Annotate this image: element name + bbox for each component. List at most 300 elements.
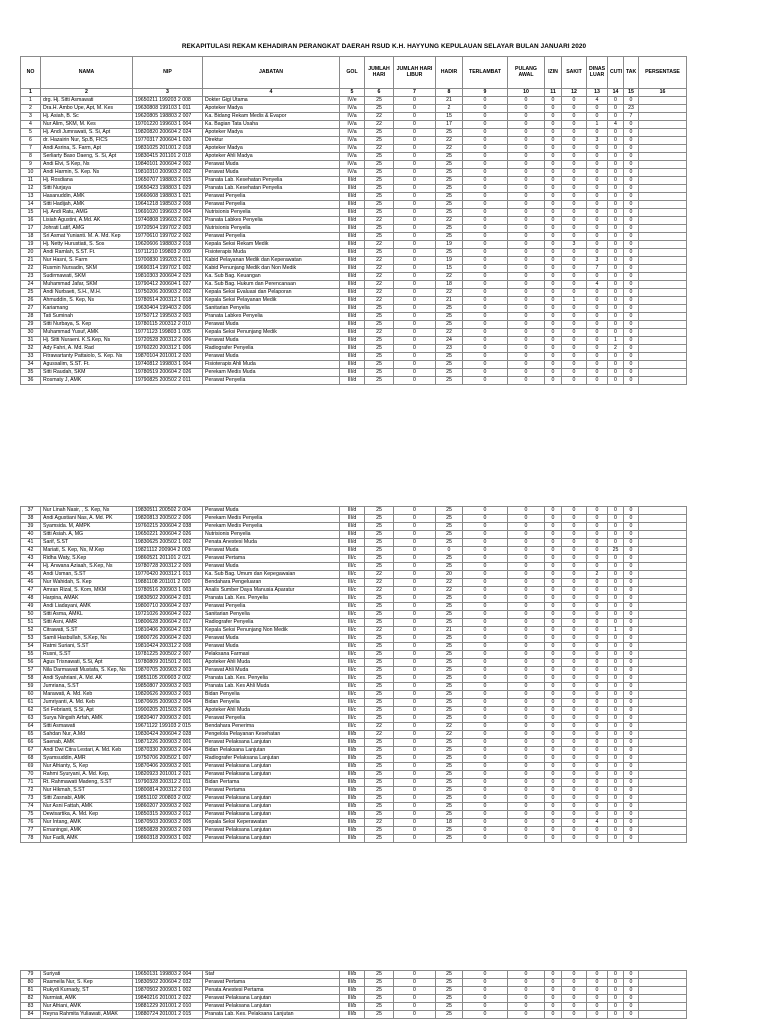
table-cell: 0 xyxy=(545,611,562,619)
table-cell: 0 xyxy=(545,987,562,995)
table-cell: 0 xyxy=(394,361,436,369)
table-cell: 25 xyxy=(436,507,463,515)
table-cell: 25 xyxy=(436,683,463,691)
table-cell: Hj. Rosdiana xyxy=(41,177,133,185)
table-cell: 0 xyxy=(587,707,608,715)
table-row xyxy=(21,1003,687,1011)
table-cell: 25 xyxy=(436,827,463,835)
table-cell: 0 xyxy=(394,105,436,113)
table-cell: 0 xyxy=(463,217,508,225)
table-row xyxy=(21,121,687,129)
table-row xyxy=(21,225,687,233)
table-cell: 25 xyxy=(365,201,394,209)
table-cell: 15 xyxy=(436,265,463,273)
table-cell: 25 xyxy=(365,547,394,555)
table-cell: Reyna Rahmita Yuliawati, AMAK xyxy=(41,1011,133,1019)
table-cell: 0 xyxy=(545,779,562,787)
table-cell: 0 xyxy=(624,571,639,579)
table-cell: 0 xyxy=(508,177,545,185)
table-row xyxy=(21,97,687,105)
table-cell: III/d xyxy=(340,321,365,329)
table-cell: 0 xyxy=(463,827,508,835)
table-cell: 0 xyxy=(545,603,562,611)
table-cell: 0 xyxy=(463,675,508,683)
table-cell: 0 xyxy=(545,731,562,739)
table-cell: 0 xyxy=(562,755,587,763)
table-cell: 0 xyxy=(587,345,608,353)
table-cell: 0 xyxy=(463,249,508,257)
table-cell: IV/a xyxy=(340,113,365,121)
table-cell: 0 xyxy=(394,185,436,193)
table-row xyxy=(21,819,687,827)
table-cell: 0 xyxy=(545,971,562,979)
table-cell: 0 xyxy=(545,257,562,265)
table-cell: 0 xyxy=(508,321,545,329)
table-cell: 0 xyxy=(587,105,608,113)
table-cell: 22 xyxy=(365,121,394,129)
table-cell: III/d xyxy=(340,225,365,233)
table-cell xyxy=(639,827,687,835)
table-cell: 0 xyxy=(394,177,436,185)
table-cell: 0 xyxy=(508,257,545,265)
table-cell: 81 xyxy=(21,987,41,995)
table-cell xyxy=(639,795,687,803)
table-cell: 4 xyxy=(608,121,624,129)
table-cell: 0 xyxy=(608,201,624,209)
table-cell: 0 xyxy=(587,225,608,233)
table-cell: 0 xyxy=(587,313,608,321)
table-cell: 0 xyxy=(545,523,562,531)
table-cell: 25 xyxy=(365,233,394,241)
table-cell: 0 xyxy=(608,129,624,137)
table-cell: III/d xyxy=(340,193,365,201)
table-cell: 0 xyxy=(463,1011,508,1019)
table-cell: 0 xyxy=(394,129,436,137)
table-cell: 25 xyxy=(436,595,463,603)
table-cell: 0 xyxy=(508,369,545,377)
table-cell xyxy=(639,835,687,843)
table-cell xyxy=(639,531,687,539)
table-cell: 42 xyxy=(21,547,41,555)
table-cell: 0 xyxy=(624,337,639,345)
table-cell: 0 xyxy=(587,811,608,819)
table-cell: 0 xyxy=(545,771,562,779)
table-cell: Fisioterapis Muda xyxy=(203,249,340,257)
table-cell: 0 xyxy=(624,369,639,377)
table-cell: 1 xyxy=(587,121,608,129)
table-cell: 22 xyxy=(365,731,394,739)
table-cell: 0 xyxy=(608,257,624,265)
table-cell: Surya Ningsih Arfah, AMK xyxy=(41,715,133,723)
table-cell xyxy=(639,265,687,273)
table-cell: 0 xyxy=(624,161,639,169)
table-cell: 0 xyxy=(562,1003,587,1011)
table-cell: Nur Alim, SKM, M. Kes xyxy=(41,121,133,129)
table-cell: 0 xyxy=(624,803,639,811)
table-cell: Perawat Pelaksana Lanjutan xyxy=(203,771,340,779)
table-cell: III/d xyxy=(340,369,365,377)
table-cell: III/b xyxy=(340,995,365,1003)
table-cell: 54 xyxy=(21,643,41,651)
table-cell: 25 xyxy=(365,305,394,313)
table-cell: Rukydi Kurnady, ST xyxy=(41,987,133,995)
table-cell: 40 xyxy=(21,531,41,539)
table-cell: 0 xyxy=(394,571,436,579)
table-cell xyxy=(639,539,687,547)
table-cell: 0 xyxy=(394,209,436,217)
table-cell: Perawat Pertama xyxy=(203,787,340,795)
table-row xyxy=(21,803,687,811)
table-cell: III/b xyxy=(340,1011,365,1019)
table-cell: 0 xyxy=(508,1003,545,1011)
table-row xyxy=(21,217,687,225)
column-number: 13 xyxy=(587,89,608,97)
table-cell: 0 xyxy=(463,201,508,209)
table-row xyxy=(21,265,687,273)
table-cell: 0 xyxy=(562,177,587,185)
table-row xyxy=(21,667,687,675)
table-cell: 0 xyxy=(587,297,608,305)
table-cell: 25 xyxy=(365,835,394,843)
table-cell: 0 xyxy=(587,723,608,731)
table-cell: 0 xyxy=(545,755,562,763)
table-row xyxy=(21,795,687,803)
table-cell: 0 xyxy=(463,1003,508,1011)
table-cell: Kepala Seksi Evaluasi dan Pelaporan xyxy=(203,289,340,297)
table-cell: 19830415 201101 2 018 xyxy=(133,153,203,161)
table-cell: 14 xyxy=(21,201,41,209)
table-cell: 0 xyxy=(587,755,608,763)
table-cell: 0 xyxy=(463,153,508,161)
table-row xyxy=(21,515,687,523)
table-cell xyxy=(639,683,687,691)
table-cell: 0 xyxy=(608,185,624,193)
table-cell: 21 xyxy=(436,97,463,105)
table-cell: 0 xyxy=(394,369,436,377)
table-cell: 0 xyxy=(394,555,436,563)
table-cell: 0 xyxy=(587,539,608,547)
table-cell: 0 xyxy=(608,265,624,273)
table-cell: 21 xyxy=(436,297,463,305)
table-cell: 0 xyxy=(562,321,587,329)
table-cell: 22 xyxy=(436,731,463,739)
table-row xyxy=(21,241,687,249)
table-cell: 1 xyxy=(562,297,587,305)
table-cell: 0 xyxy=(394,587,436,595)
table-cell: 0 xyxy=(463,611,508,619)
table-cell: Kepala Seksi Penunjang Non Medik xyxy=(203,627,340,635)
table-cell: 25 xyxy=(436,739,463,747)
table-cell xyxy=(639,353,687,361)
table-cell: 0 xyxy=(608,361,624,369)
table-cell: 0 xyxy=(587,305,608,313)
table-cell: 16 xyxy=(21,217,41,225)
table-cell: 0 xyxy=(608,273,624,281)
table-cell: Ka. Sub Bag. Keuangan xyxy=(203,273,340,281)
table-cell: III/b xyxy=(340,835,365,843)
table-cell: 0 xyxy=(508,779,545,787)
table-cell: 0 xyxy=(508,739,545,747)
table-cell: Pengelola Pelayanan Kesehatan xyxy=(203,731,340,739)
table-cell: 0 xyxy=(587,611,608,619)
table-cell xyxy=(639,201,687,209)
table-cell: 25 xyxy=(436,129,463,137)
table-cell: Ratmi Suriani, S.ST xyxy=(41,643,133,651)
table-cell: 25 xyxy=(436,667,463,675)
table-row xyxy=(21,531,687,539)
table-cell: 0 xyxy=(394,811,436,819)
table-cell: III/c xyxy=(340,571,365,579)
table-cell: 72 xyxy=(21,787,41,795)
table-cell: 0 xyxy=(508,811,545,819)
table-cell: 0 xyxy=(545,531,562,539)
table-cell: 19840216 201001 2 022 xyxy=(133,995,203,1003)
table-cell: 0 xyxy=(624,827,639,835)
table-row xyxy=(21,233,687,241)
column-header: HADIR xyxy=(436,57,463,89)
table-cell: 0 xyxy=(545,233,562,241)
table-cell: 0 xyxy=(508,507,545,515)
table-row xyxy=(21,691,687,699)
table-cell: 0 xyxy=(562,987,587,995)
table-cell: 2 xyxy=(436,105,463,113)
table-cell: 0 xyxy=(608,539,624,547)
table-cell: 25 xyxy=(436,763,463,771)
table-cell: III/c xyxy=(340,587,365,595)
table-cell: 25 xyxy=(365,313,394,321)
table-cell: 19780728 200312 2 009 xyxy=(133,563,203,571)
table-cell: 0 xyxy=(624,539,639,547)
table-cell: 0 xyxy=(624,603,639,611)
table-cell: Direktur xyxy=(203,137,340,145)
table-cell: 0 xyxy=(624,531,639,539)
table-cell: III/b xyxy=(340,971,365,979)
table-cell: 25 xyxy=(365,209,394,217)
table-cell: 0 xyxy=(562,1011,587,1019)
table-cell: 0 xyxy=(608,297,624,305)
table-cell: 0 xyxy=(624,209,639,217)
table-cell: 0 xyxy=(508,571,545,579)
table-cell xyxy=(639,771,687,779)
table-cell: Syamsuddin, AMR xyxy=(41,755,133,763)
table-cell: 0 xyxy=(608,217,624,225)
table-cell: 19870330 200903 2 004 xyxy=(133,747,203,755)
table-cell: 0 xyxy=(508,835,545,843)
column-number: 12 xyxy=(562,89,587,97)
table-cell: 0 xyxy=(624,1011,639,1019)
table-cell: 0 xyxy=(508,795,545,803)
table-cell: III/d xyxy=(340,185,365,193)
table-cell: III/d xyxy=(340,217,365,225)
table-cell: 0 xyxy=(545,1003,562,1011)
table-cell: 0 xyxy=(608,835,624,843)
table-cell: 68 xyxy=(21,755,41,763)
column-number: 5 xyxy=(340,89,365,97)
table-cell: 0 xyxy=(562,747,587,755)
table-cell: Jumriyanti, A. Md. Keb xyxy=(41,699,133,707)
table-cell: 19770610 199702 2 002 xyxy=(133,233,203,241)
table-row xyxy=(21,153,687,161)
table-cell: 19740812 199803 1 004 xyxy=(133,361,203,369)
table-cell: 25 xyxy=(365,667,394,675)
table-cell: 22 xyxy=(365,819,394,827)
table-cell: 25 xyxy=(436,707,463,715)
table-cell: 0 xyxy=(608,803,624,811)
table-cell: 0 xyxy=(587,619,608,627)
table-cell: 25 xyxy=(21,289,41,297)
table-cell: Pranata Lab. Kes. Penyelia xyxy=(203,675,340,683)
table-cell: 0 xyxy=(394,707,436,715)
table-cell: 0 xyxy=(394,827,436,835)
table-cell: 22 xyxy=(365,297,394,305)
table-cell: 0 xyxy=(587,547,608,555)
table-cell: 7 xyxy=(21,145,41,153)
table-cell: 25 xyxy=(365,361,394,369)
table-cell: 0 xyxy=(508,273,545,281)
table-cell: 0 xyxy=(394,723,436,731)
table-cell: 0 xyxy=(608,209,624,217)
table-cell: 25 xyxy=(365,979,394,987)
table-cell: 25 xyxy=(365,771,394,779)
table-cell: 0 xyxy=(545,361,562,369)
table-cell: 0 xyxy=(394,161,436,169)
table-cell: 18 xyxy=(436,281,463,289)
table-cell: 0 xyxy=(587,651,608,659)
table-cell: 63 xyxy=(21,715,41,723)
table-cell xyxy=(639,787,687,795)
table-cell: 0 xyxy=(624,731,639,739)
table-cell: 0 xyxy=(562,515,587,523)
table-row xyxy=(21,273,687,281)
table-cell xyxy=(639,281,687,289)
table-cell: Hj. Andi Jumrawati, S. Si, Apt xyxy=(41,129,133,137)
table-cell: 0 xyxy=(608,667,624,675)
table-cell: 0 xyxy=(508,225,545,233)
table-cell: 25 xyxy=(436,699,463,707)
table-cell: Perawat Pelaksana Lanjutan xyxy=(203,739,340,747)
table-cell: 0 xyxy=(394,803,436,811)
table-cell: 0 xyxy=(608,169,624,177)
table-cell xyxy=(639,289,687,297)
table-cell: 25 xyxy=(365,715,394,723)
table-cell: 0 xyxy=(463,185,508,193)
table-cell: 0 xyxy=(463,265,508,273)
table-cell: 0 xyxy=(562,209,587,217)
table-cell: 0 xyxy=(394,651,436,659)
table-cell: 25 xyxy=(365,507,394,515)
table-cell: 2 xyxy=(21,105,41,113)
table-cell xyxy=(639,129,687,137)
table-cell: 0 xyxy=(508,667,545,675)
table-cell: 0 xyxy=(463,281,508,289)
table-cell: Pranata Lab. Kes Ahli Muda xyxy=(203,683,340,691)
table-cell: 25 xyxy=(365,619,394,627)
table-cell: 19870104 201001 2 020 xyxy=(133,353,203,361)
table-row xyxy=(21,587,687,595)
table-cell: III/d xyxy=(340,249,365,257)
table-cell: 0 xyxy=(394,819,436,827)
table-cell: 25 xyxy=(436,795,463,803)
table-cell xyxy=(639,241,687,249)
table-cell: III/c xyxy=(340,691,365,699)
table-cell: Pranata Lab. Kes. Pelaksana Lanjutan xyxy=(203,1011,340,1019)
table-cell: 0 xyxy=(624,995,639,1003)
table-cell xyxy=(639,305,687,313)
table-cell: 0 xyxy=(624,169,639,177)
table-cell: 0 xyxy=(394,353,436,361)
table-cell: 0 xyxy=(508,723,545,731)
table-cell: 25 xyxy=(365,779,394,787)
table-cell: 25 xyxy=(365,795,394,803)
table-cell: III/c xyxy=(340,651,365,659)
table-cell xyxy=(639,161,687,169)
table-cell: 0 xyxy=(394,281,436,289)
table-cell: 0 xyxy=(508,675,545,683)
table-cell: Nur Linah Nasir, , S. Kep, Ns xyxy=(41,507,133,515)
table-cell: 0 xyxy=(545,659,562,667)
table-row xyxy=(21,249,687,257)
table-cell: 0 xyxy=(587,827,608,835)
table-cell: 0 xyxy=(608,241,624,249)
table-cell: III/c xyxy=(340,643,365,651)
table-cell: 0 xyxy=(508,281,545,289)
table-cell: 0 xyxy=(562,185,587,193)
table-cell: 0 xyxy=(608,113,624,121)
table-cell: III/b xyxy=(340,987,365,995)
table-cell: Perawat Pelaksana Lanjutan xyxy=(203,811,340,819)
table-cell: Perekam Medis Muda xyxy=(203,369,340,377)
table-cell: 25 xyxy=(436,377,463,385)
table-cell: 0 xyxy=(545,177,562,185)
table-cell: 0 xyxy=(624,835,639,843)
table-cell: 0 xyxy=(545,345,562,353)
table-cell: 0 xyxy=(463,731,508,739)
table-row xyxy=(21,979,687,987)
table-cell: 0 xyxy=(545,571,562,579)
table-cell: 0 xyxy=(608,747,624,755)
table-cell: 0 xyxy=(545,803,562,811)
table-cell: Apoteker Ahli Muda xyxy=(203,707,340,715)
table-cell: 0 xyxy=(463,313,508,321)
table-cell: 19790328 200312 2 011 xyxy=(133,779,203,787)
table-cell xyxy=(639,699,687,707)
table-cell: 0 xyxy=(394,313,436,321)
table-cell: III/d xyxy=(340,177,365,185)
table-cell: 0 xyxy=(562,995,587,1003)
table-cell: 41 xyxy=(21,539,41,547)
table-cell: Dra.H. Ambo Upe, Apt, M. Kes xyxy=(41,105,133,113)
table-cell: 0 xyxy=(587,185,608,193)
table-cell: 0 xyxy=(394,755,436,763)
table-cell: 0 xyxy=(508,523,545,531)
table-cell: 25 xyxy=(436,539,463,547)
column-header: IZIN xyxy=(545,57,562,89)
table-cell: 0 xyxy=(508,97,545,105)
table-cell: 0 xyxy=(608,819,624,827)
table-cell: 27 xyxy=(21,305,41,313)
table-cell: 0 xyxy=(394,1011,436,1019)
table-cell: Perawat Ahli Muda xyxy=(203,667,340,675)
table-cell xyxy=(639,153,687,161)
table-cell: 0 xyxy=(624,225,639,233)
table-cell: 25 xyxy=(436,835,463,843)
table-cell: 0 xyxy=(562,121,587,129)
table-cell: Sri Asmat Yunianti. M. A. Md. Kep xyxy=(41,233,133,241)
table-cell: 0 xyxy=(608,987,624,995)
table-cell: 0 xyxy=(508,129,545,137)
table-cell: 25 xyxy=(365,1003,394,1011)
table-cell: Sitti Asiah. A, MG xyxy=(41,531,133,539)
